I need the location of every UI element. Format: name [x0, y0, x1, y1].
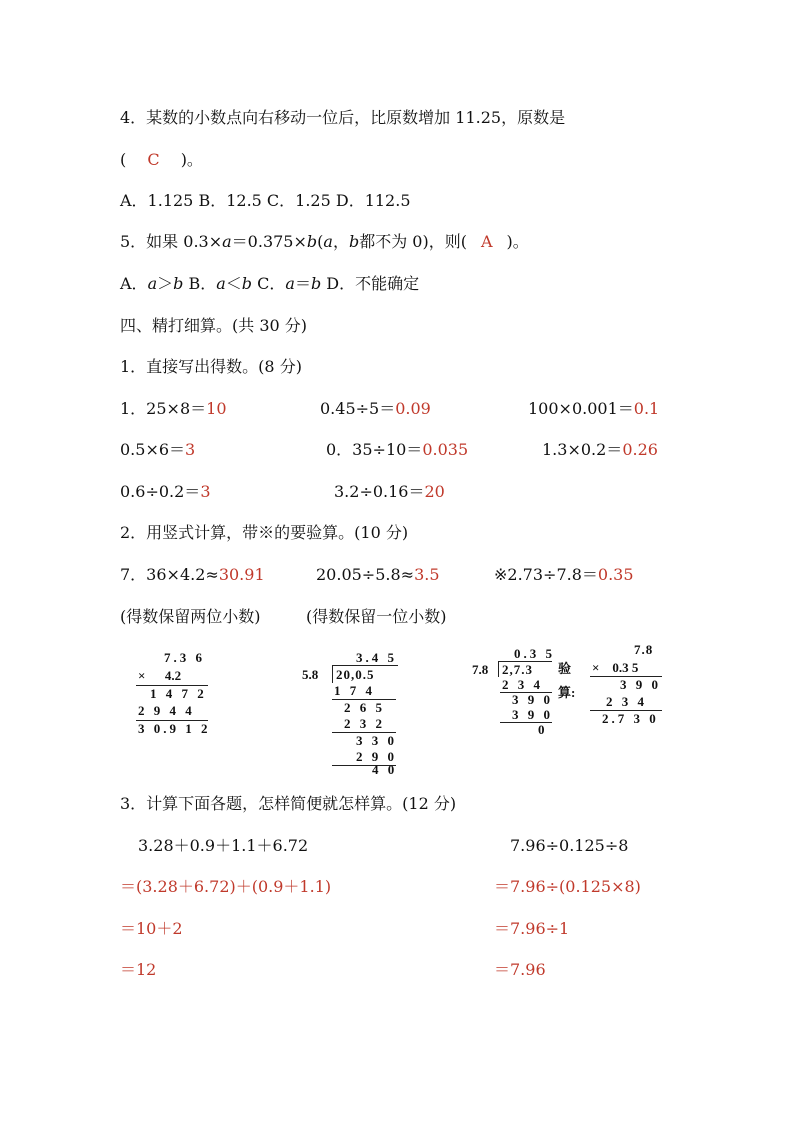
q5-stem: 5．如果 0.3×a＝0.375×b(a，b都不为 0)，则( A )。 — [120, 232, 529, 251]
note-one-decimal: (得数保留一位小数) — [306, 607, 447, 626]
q4-answer-line: ( C )。 — [120, 150, 203, 169]
calc-item: 0.5×6＝3 — [120, 440, 196, 459]
calc-item: 3.2÷0.16＝20 — [334, 482, 445, 501]
check-label-1: 验 — [558, 661, 572, 676]
simplify-left-question: 3.28＋0.9＋1.1＋6.72 — [138, 836, 309, 855]
calc-item: 100×0.001＝0.1 — [528, 399, 660, 418]
q4-answer: C — [147, 150, 160, 169]
calc-item: 0.45÷5＝0.09 — [320, 399, 431, 418]
vertical-item: 7．36×4.2≈30.91 — [120, 565, 265, 584]
part1-title: 1．直接写出得数。(8 分) — [120, 357, 302, 376]
vertical-item: 20.05÷5.8≈3.5 — [316, 565, 440, 584]
simplify-right-step-2: ＝7.96÷1 — [494, 919, 570, 938]
note-two-decimals: (得数保留两位小数) — [120, 607, 261, 626]
q5-answer: A — [480, 232, 493, 251]
simplify-left-step-1: ＝(3.28＋6.72)＋(0.9＋1.1) — [120, 877, 332, 896]
part2-title: 2．用竖式计算，带※的要验算。(10 分) — [120, 523, 409, 542]
long-division-2: 0.3 5 7.8 2,7.3 2 3 4 3 9 0 3 9 0 0 验 算: — [472, 646, 576, 737]
calc-item: 1．25×8＝10 — [120, 399, 227, 418]
long-division-1: 3.4 5 5.8 20,0.5 1 7 4 2 6 5 2 3 2 3 3 0 2 9 0 4 0 — [302, 650, 398, 777]
vertical-item: ※2.73÷7.8＝0.35 — [494, 565, 634, 584]
calc-item: 0.6÷0.2＝3 — [120, 482, 211, 501]
calc-item: 1.3×0.2＝0.26 — [542, 440, 658, 459]
simplify-right-step-1: ＝7.96÷(0.125×8) — [494, 877, 641, 896]
part3-title: 3．计算下面各题，怎样简便就怎样算。(12 分) — [120, 794, 457, 813]
q5-options: A．a＞b B．a＜b C．a＝b D．不能确定 — [120, 274, 420, 293]
check-multiplication: 7.8 × 0.3 5 3 9 0 2 3 4 2.7 3 0 — [592, 642, 661, 726]
simplify-left-step-2: ＝10＋2 — [120, 919, 183, 938]
simplify-right-question: 7.96÷0.125÷8 — [510, 836, 629, 855]
vertical-multiplication-1: 7.3 6 × 4.2 1 4 7 2 2 9 4 4 3 0.9 1 2 — [138, 650, 211, 736]
calc-item: 0．35÷10＝0.035 — [326, 440, 469, 459]
simplify-right-step-3: ＝7.96 — [494, 960, 546, 979]
section-title: 四、精打细算。(共 30 分) — [120, 316, 308, 335]
q4-stem: 4．某数的小数点向右移动一位后，比原数增加 11.25，原数是 — [120, 108, 566, 127]
q4-options: A．1.125 B．12.5 C．1.25 D．112.5 — [120, 191, 411, 210]
simplify-left-step-3: ＝12 — [120, 960, 157, 979]
check-label-2: 算: — [558, 685, 576, 700]
